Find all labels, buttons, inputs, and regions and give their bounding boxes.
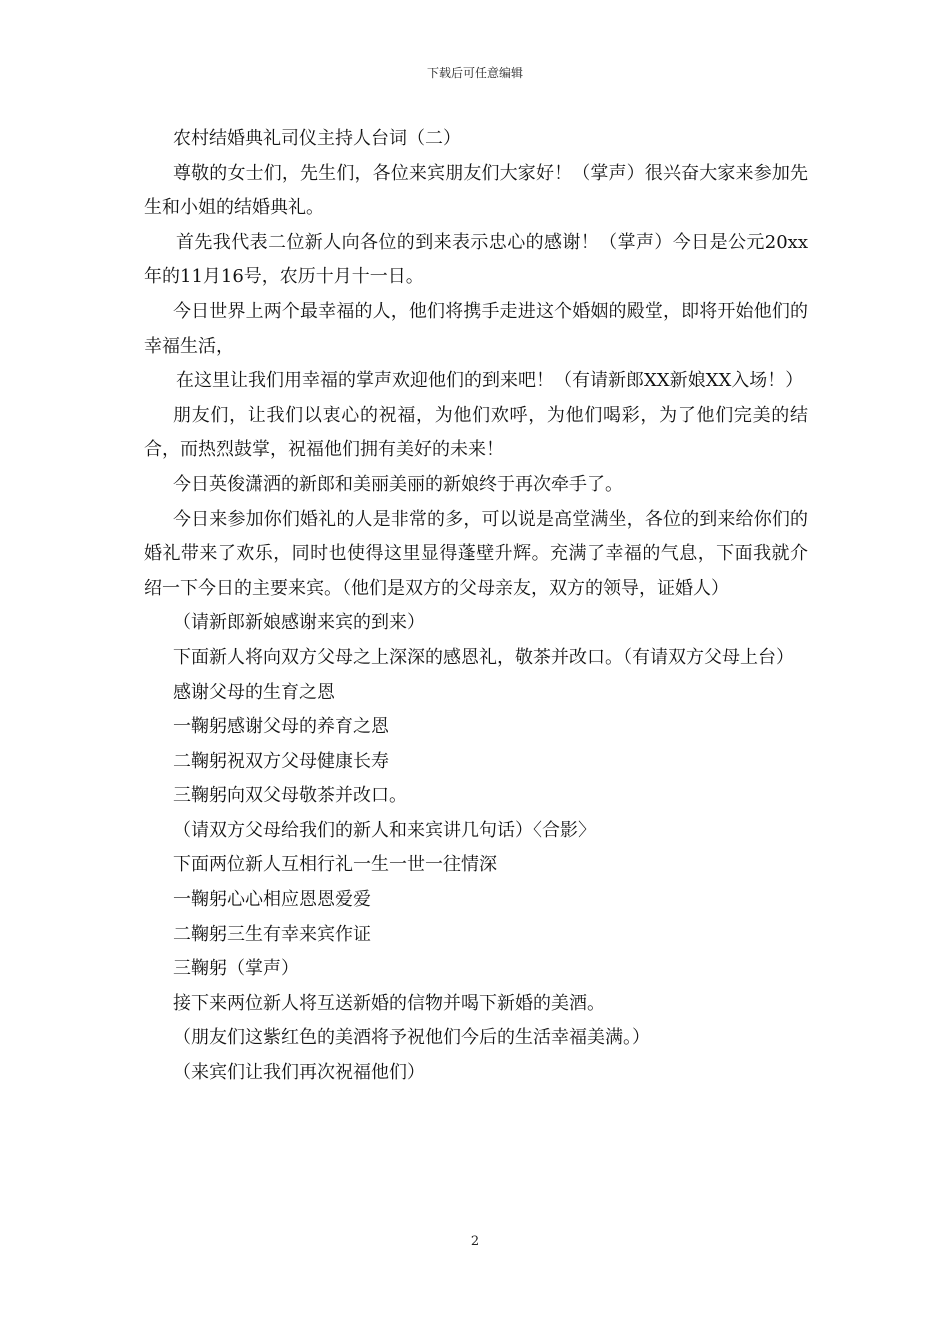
paragraph: 一鞠躬心心相应恩恩爱爱: [173, 889, 371, 911]
paragraph: 一鞠躬感谢父母的养育之恩: [173, 716, 389, 738]
paragraph: 二鞠躬祝双方父母健康长寿: [173, 750, 389, 772]
paragraph: 下面新人将向双方父母之上深深的感恩礼，敬茶并改口。（有请双方父母上台）: [173, 646, 794, 668]
page-header: 下载后可任意编辑: [426, 66, 523, 80]
page-number: 2: [470, 1234, 480, 1249]
paragraph: 二鞠躬三生有幸来宾作证: [173, 923, 371, 945]
paragraph: 在这里让我们用幸福的掌声欢迎他们的到来吧！（有请新郎XX新娘XX入场！）: [176, 370, 804, 392]
paragraph: 今日来参加你们婚礼的人是非常的多，可以说是高堂满坐，各位的到来给你们的婚礼带来了欢乐，同时也使得这里显得蓬壁升辉。充满了幸福的气息，下面我就介绍一下今日的主要来宾。（他们是双方的父母亲友，双方的领导，证婚人）: [144, 508, 808, 599]
document-body: [144, 122, 808, 1091]
paragraph: 今日英俊潇洒的新郎和美丽美丽的新娘终于再次牵手了。: [173, 473, 623, 495]
paragraph: 朋友们，让我们以衷心的祝福，为他们欢呼，为他们喝彩，为了他们完美的结合，而热烈鼓掌，祝福他们拥有美好的未来！: [144, 404, 808, 461]
paragraph: （请新郎新娘感谢来宾的到来）: [173, 612, 425, 634]
paragraph: 下面两位新人互相行礼一生一世一往情深: [173, 854, 497, 876]
paragraph: （朋友们这紫红色的美酒将予祝他们今后的生活幸福美满。）: [173, 1027, 650, 1049]
document-title: 农村结婚典礼司仪主持人台词（二）: [173, 128, 461, 149]
paragraph: 首先我代表二位新人向各位的到来表示忠心的感谢！（掌声）今日是公元20xx年的11月16号，农历十月十一日。: [144, 231, 808, 288]
paragraph: （请双方父母给我们的新人和来宾讲几句话）〈合影〉: [173, 819, 596, 841]
paragraph: 三鞠躬（掌声）: [173, 958, 299, 980]
paragraph: 接下来两位新人将互送新婚的信物并喝下新婚的美酒。: [173, 992, 605, 1014]
paragraph: 感谢父母的生育之恩: [173, 681, 335, 703]
paragraph: 三鞠躬向双父母敬茶并改口。: [173, 785, 407, 807]
paragraph: （来宾们让我们再次祝福他们）: [173, 1062, 425, 1084]
paragraph: 尊敬的女士们，先生们，各位来宾朋友们大家好！（掌声）很兴奋大家来参加先生和小姐的结婚典礼。: [144, 162, 808, 219]
paragraph: 今日世界上两个最幸福的人，他们将携手走进这个婚姻的殿堂，即将开始他们的幸福生活，: [144, 300, 808, 357]
